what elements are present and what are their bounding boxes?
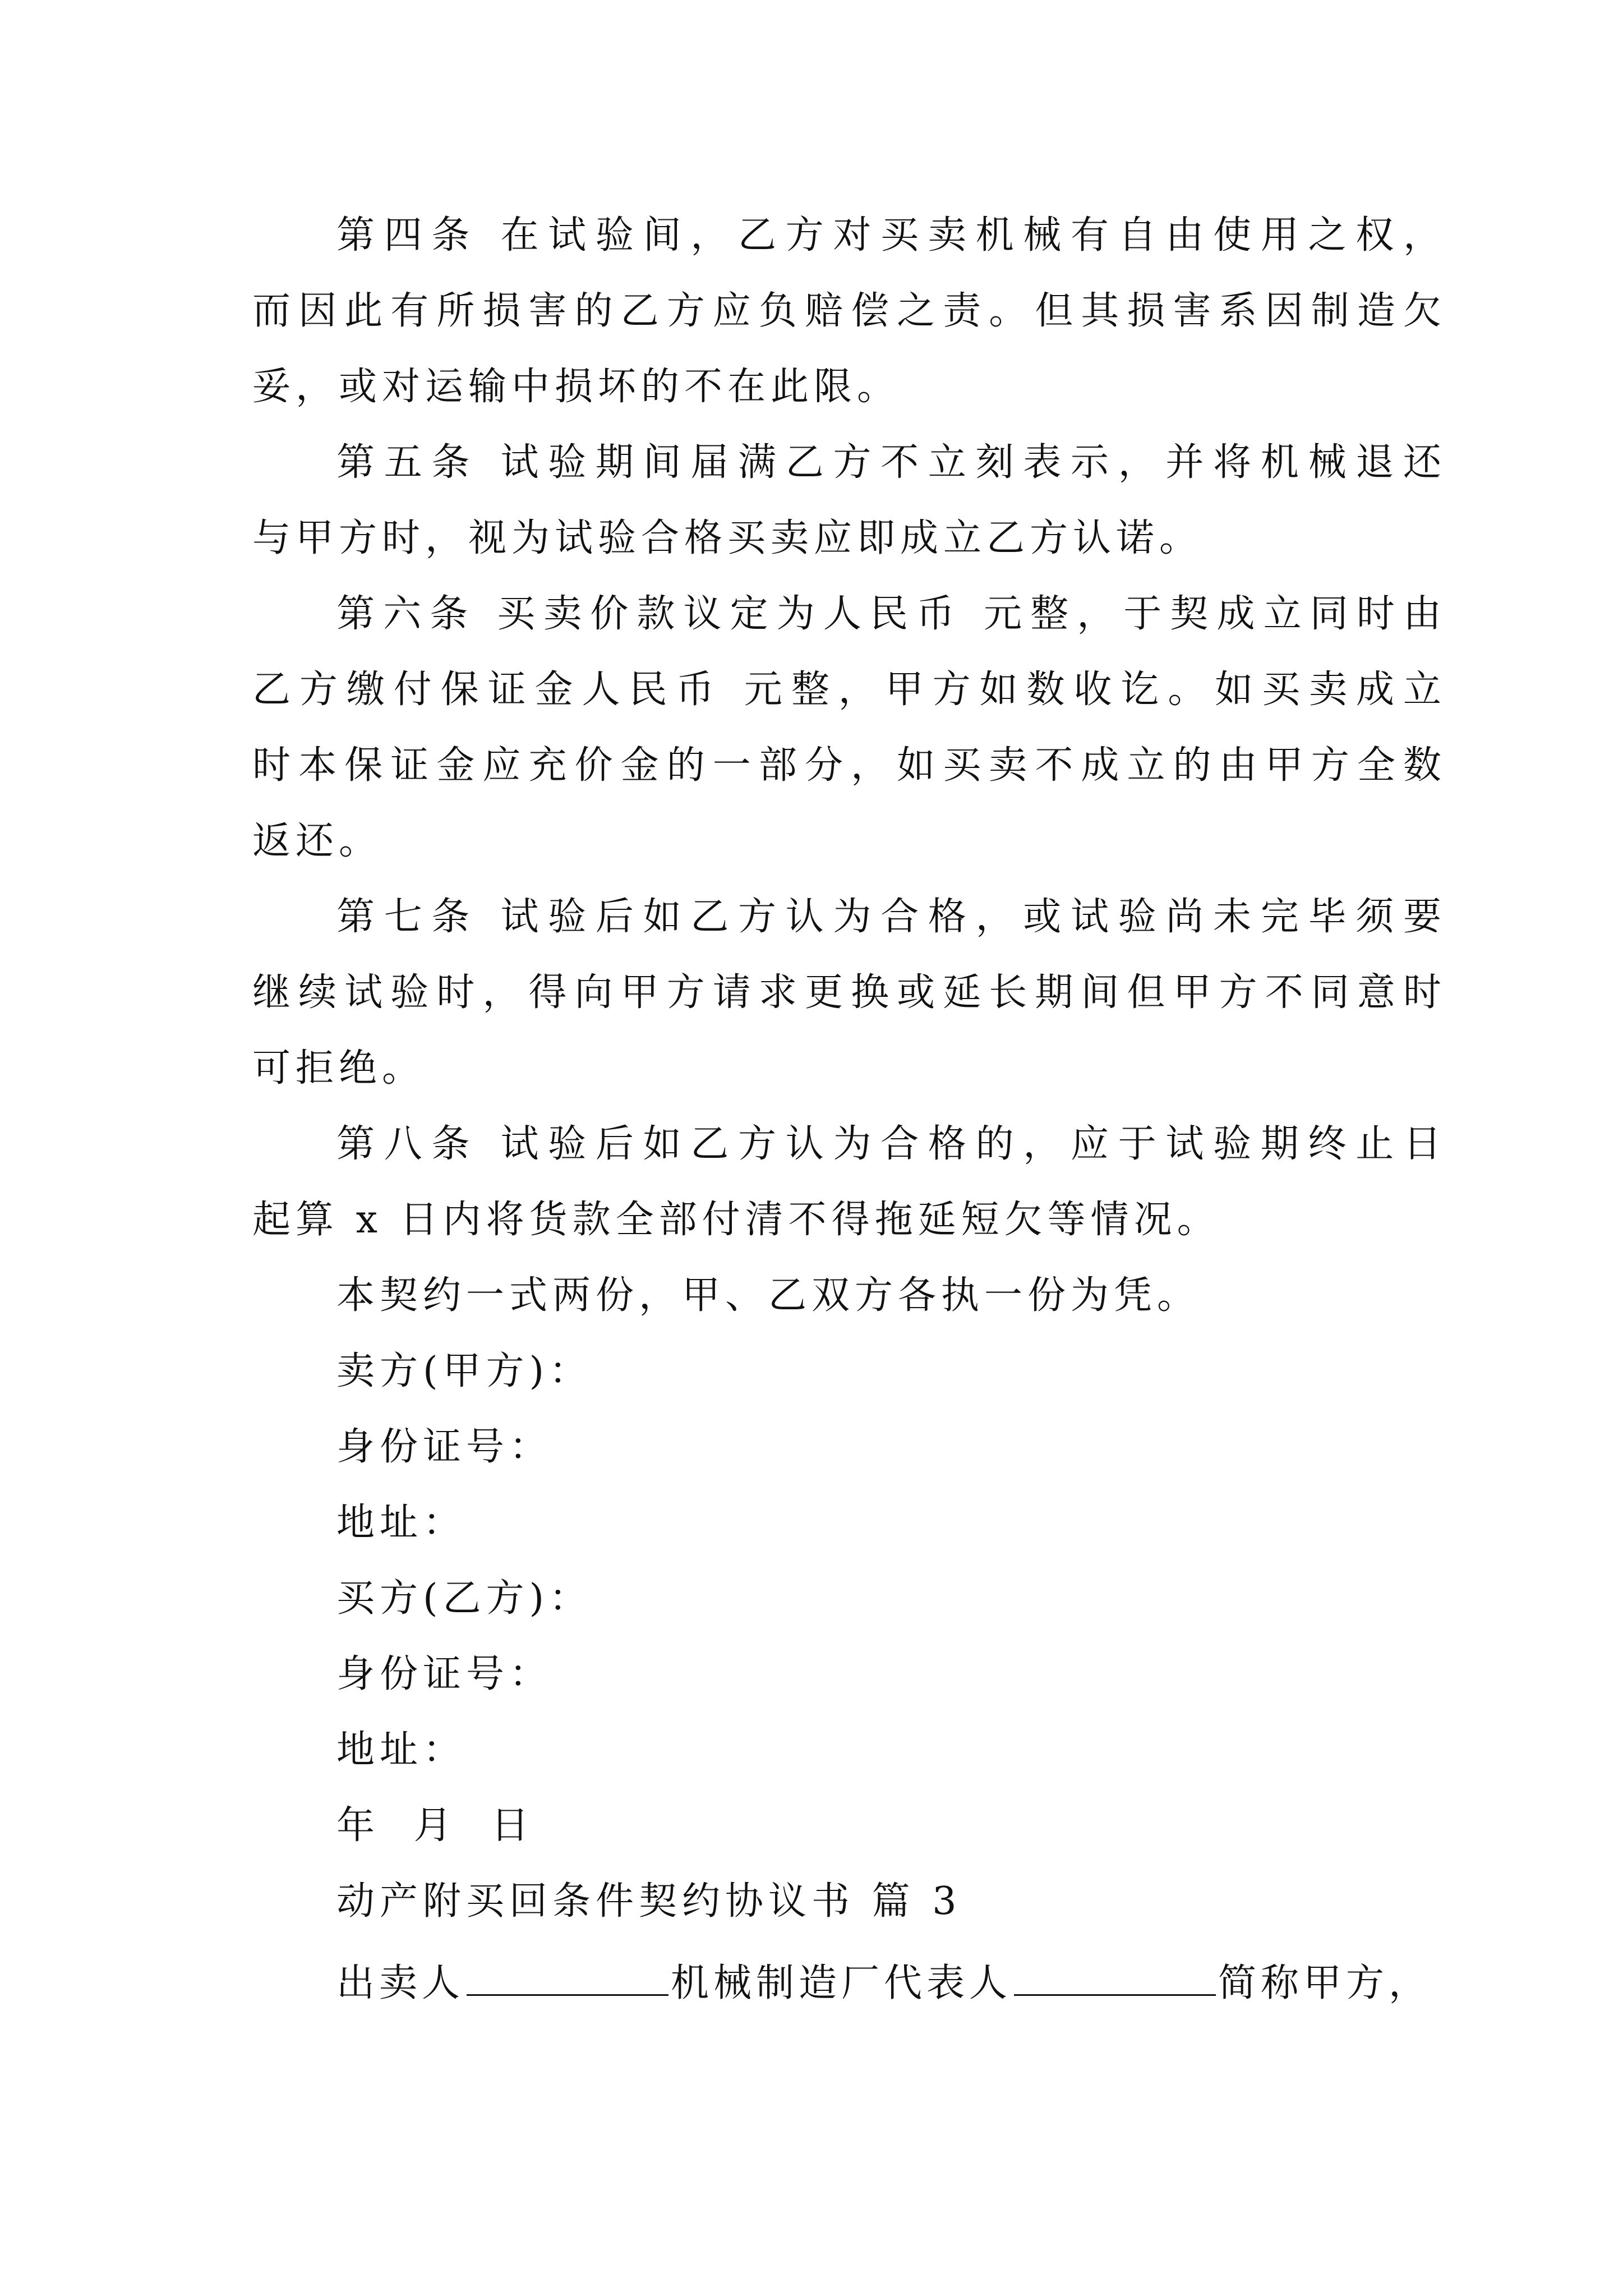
article-7-line-1: 第七条 试验后如乙方认为合格，或试验尚未完毕须要 bbox=[336, 895, 1441, 939]
buyer-id-label: 身份证号： bbox=[336, 1652, 553, 1696]
buyer-label: 买方(乙方)： bbox=[336, 1576, 593, 1621]
representative-name-blank bbox=[1014, 1949, 1216, 1996]
article-8-line-2: 起算 x 日内将货款全部付清不得拖延短欠等情况。 bbox=[252, 1198, 1220, 1242]
article-7-line-2: 继续试验时，得向甲方请求更换或延长期间但甲方不同意时 bbox=[252, 970, 1441, 1015]
article-5-line-1: 第五条 试验期间届满乙方不立刻表示，并将机械退还 bbox=[336, 440, 1441, 485]
seller-label: 卖方(甲方)： bbox=[336, 1349, 593, 1393]
article-6-line-4: 返还。 bbox=[252, 819, 382, 863]
article-7-line-3: 可拒绝。 bbox=[252, 1046, 426, 1091]
article-6-line-3: 时本保证金应充价金的一部分，如买卖不成立的由甲方全数 bbox=[252, 743, 1441, 788]
article-6-line-1: 第六条 买卖价款议定为人民币 元整，于契成立同时由 bbox=[336, 592, 1441, 636]
article-4-line-2: 而因此有所损害的乙方应负赔偿之责。但其损害系因制造欠 bbox=[252, 289, 1441, 333]
factory-representative-text: 机械制造厂代表人 bbox=[671, 1961, 1012, 2005]
article-5-line-2: 与甲方时，视为试验合格买卖应即成立乙方认诺。 bbox=[252, 516, 1203, 560]
seller-id-label: 身份证号： bbox=[336, 1425, 553, 1469]
date-line: 年 月 日 bbox=[336, 1803, 534, 1848]
next-section-first-line bbox=[336, 1949, 1441, 2005]
seller-prefix: 出卖人 bbox=[336, 1961, 465, 2005]
article-8-line-1: 第八条 试验后如乙方认为合格的，应于试验期终止日 bbox=[336, 1122, 1441, 1166]
article-4-line-1: 第四条 在试验间，乙方对买卖机械有自由使用之权， bbox=[336, 213, 1441, 257]
buyer-address-label: 地址： bbox=[336, 1728, 467, 1772]
article-6-line-2: 乙方缴付保证金人民币 元整，甲方如数收讫。如买卖成立 bbox=[252, 668, 1441, 712]
seller-address-label: 地址： bbox=[336, 1501, 467, 1545]
next-section-title: 动产附买回条件契约协议书 篇 3 bbox=[336, 1879, 962, 1924]
seller-name-blank bbox=[467, 1949, 668, 1996]
closing-clause: 本契约一式两份，甲、乙双方各执一份为凭。 bbox=[336, 1273, 1201, 1318]
party-a-abbreviation: 简称甲方， bbox=[1218, 1961, 1432, 2005]
article-4-line-3: 妥，或对运输中损坏的不在此限。 bbox=[252, 365, 901, 409]
